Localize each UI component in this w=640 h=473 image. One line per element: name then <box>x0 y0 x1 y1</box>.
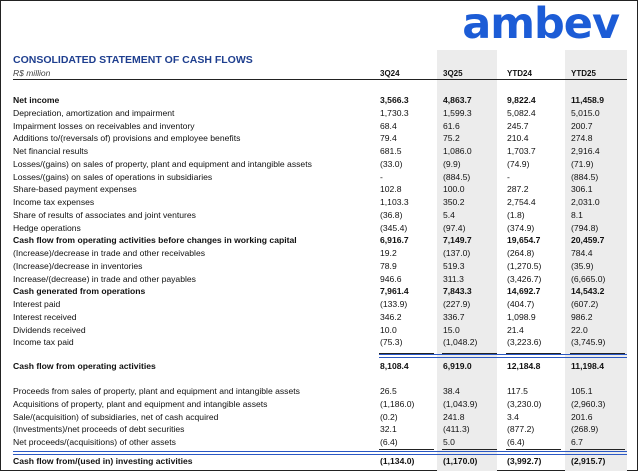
cell-value-ytd24: (404.7) <box>507 299 535 309</box>
table-row <box>13 196 627 209</box>
cell-value-ytd24: (1,270.5) <box>507 260 542 271</box>
cell-value-3q24: 1,103.3 <box>380 197 409 207</box>
row-label: Share-based payment expenses <box>13 184 137 195</box>
cell-value-3q24: (1,134.0) <box>380 455 415 466</box>
table-row <box>13 360 627 373</box>
cell-value-3q24: 19.2 <box>380 248 397 258</box>
cell-value-ytd24: 1,098.9 <box>507 311 536 322</box>
cell-value-3q24: (6.4) <box>380 437 398 447</box>
row-label: Acquisitions of property, plant and equipment and intangible assets <box>13 398 268 409</box>
cell-value-3q25: 241.8 <box>443 411 465 422</box>
cell-value-ytd25: (884.5) <box>571 171 599 182</box>
double-rule-operating <box>379 354 627 358</box>
cell-value-ytd24: (877.2) <box>507 424 535 435</box>
cell-value-3q24: - <box>380 171 383 182</box>
row-label: Proceeds from sales of property, plant and equipment and intangible assets <box>13 386 300 396</box>
cell-value-3q25: 15.0 <box>443 324 460 335</box>
cell-value-ytd25: 22.0 <box>571 324 588 335</box>
cell-value-3q25: 4,863.7 <box>443 95 472 105</box>
cell-value-ytd25: 200.7 <box>571 120 593 131</box>
cell-value-3q25: (1,048.2) <box>443 337 478 348</box>
cell-value-ytd25: 105.1 <box>571 386 593 396</box>
cell-value-3q24: (0.2) <box>380 411 398 422</box>
cell-value-3q24: 79.4 <box>380 133 397 144</box>
table-row <box>13 411 627 424</box>
cell-value-ytd25: (3,745.9) <box>571 337 606 348</box>
cell-value-ytd24: 210.4 <box>507 133 529 144</box>
table-row <box>13 247 627 260</box>
cell-value-3q25: (1,170.0) <box>443 455 478 466</box>
company-logo: ambev <box>462 0 619 49</box>
cell-value-ytd25: (35.9) <box>571 260 594 271</box>
cell-value-3q25: 311.3 <box>443 273 464 284</box>
row-label: Net income <box>13 95 60 105</box>
cell-value-ytd24: 2,754.4 <box>507 197 536 207</box>
table-row <box>13 132 627 145</box>
row-label: Losses/(gains) on sales of property, plant and equipment and intangible assets <box>13 158 312 169</box>
table-row <box>13 311 627 324</box>
cell-value-ytd24: 9,822.4 <box>507 95 536 105</box>
table-row <box>13 222 627 235</box>
cell-value-ytd25: (268.9) <box>571 424 599 435</box>
column-header-ytd24: YTD24 <box>507 69 532 78</box>
cell-value-3q24: 1,730.3 <box>380 107 409 118</box>
cell-value-ytd25: (794.8) <box>571 222 599 233</box>
cell-value-ytd24: 3.4 <box>507 411 519 422</box>
cell-value-3q24: 68.4 <box>380 120 397 131</box>
cell-value-ytd25: 2,031.0 <box>571 197 600 207</box>
cell-value-ytd24: 14,692.7 <box>507 286 541 297</box>
cell-value-3q25: (97.4) <box>443 222 466 233</box>
double-rule-investing <box>13 451 627 455</box>
cell-value-ytd25: 20,459.7 <box>571 235 605 246</box>
table-row <box>13 94 627 107</box>
table-row <box>13 285 627 298</box>
table-row <box>13 145 627 158</box>
cell-value-3q25: 1,086.0 <box>443 146 472 156</box>
column-header-3q24: 3Q24 <box>380 69 400 78</box>
cell-value-3q24: 3,566.3 <box>380 95 409 105</box>
cell-value-3q25: 519.3 <box>443 260 465 271</box>
row-label: (Increase)/decrease in inventories <box>13 260 143 271</box>
cell-value-3q25: 38.4 <box>443 386 460 396</box>
cell-value-3q24: 32.1 <box>380 424 397 435</box>
cell-value-3q24: (36.8) <box>380 209 403 220</box>
row-label: Cash flow from operating activities before changes in working capital <box>13 235 297 246</box>
cell-value-3q24: 346.2 <box>380 311 402 322</box>
cell-value-3q24: 10.0 <box>380 324 397 335</box>
row-label: Net proceeds/(acquisitions) of other assets <box>13 437 176 447</box>
cell-value-3q25: 336.7 <box>443 311 465 322</box>
cell-value-3q25: 100.0 <box>443 184 465 195</box>
table-row <box>13 234 627 247</box>
cell-value-3q24: (33.0) <box>380 158 403 169</box>
cell-value-ytd25: 11,458.9 <box>571 95 604 105</box>
table-row <box>13 398 627 411</box>
row-label: Interest paid <box>13 299 61 309</box>
column-header-3q25: 3Q25 <box>443 69 463 78</box>
cell-value-ytd25: 274.8 <box>571 133 593 144</box>
cell-value-3q25: 7,149.7 <box>443 235 472 246</box>
cell-value-ytd25: 5,015.0 <box>571 107 600 118</box>
table-row <box>13 183 627 196</box>
cell-value-ytd25: 201.6 <box>571 411 593 422</box>
cell-value-3q24: 681.5 <box>380 146 402 156</box>
table-row <box>13 158 627 171</box>
row-label: Increase/(decrease) in trade and other payables <box>13 273 196 284</box>
row-label: Impairment losses on receivables and inventory <box>13 120 195 131</box>
row-label: Additions to/(reversals of) provisions and employee benefits <box>13 133 241 144</box>
cell-value-ytd25: (6,665.0) <box>571 273 606 284</box>
row-label: (Increase)/decrease in trade and other receivables <box>13 248 206 258</box>
cell-value-ytd25: (71.9) <box>571 158 594 169</box>
row-label: Income tax paid <box>13 337 74 348</box>
underline-investing-ytd25 <box>570 449 625 450</box>
table-row <box>13 324 627 337</box>
table-row <box>13 107 627 120</box>
cell-value-ytd24: 287.2 <box>507 184 529 195</box>
cell-value-ytd24: (3,992.7) <box>507 455 542 466</box>
cell-value-ytd24: 12,184.8 <box>507 361 541 371</box>
cell-value-3q24: 946.6 <box>380 273 402 284</box>
table-row <box>13 120 627 133</box>
cell-value-3q24: 7,961.4 <box>380 286 409 297</box>
cell-value-ytd24: 19,654.7 <box>507 235 541 246</box>
cell-value-3q24: 6,916.7 <box>380 235 409 246</box>
cell-value-ytd24: (374.9) <box>507 222 535 233</box>
cell-value-ytd24: 5,082.4 <box>507 107 536 118</box>
cell-value-3q24: 26.5 <box>380 386 397 396</box>
cell-value-ytd25: 14,543.2 <box>571 286 605 297</box>
row-label: Interest received <box>13 311 77 322</box>
cell-value-3q25: 61.6 <box>443 120 460 131</box>
cell-value-3q25: 5.0 <box>443 437 455 447</box>
row-label: Hedge operations <box>13 222 81 233</box>
cell-value-3q24: (133.9) <box>380 299 408 309</box>
cell-value-ytd25: (2,960.3) <box>571 398 606 409</box>
table-row <box>13 273 627 286</box>
row-label: Depreciation, amortization and impairment <box>13 107 175 118</box>
underline-investing-3q25 <box>442 449 497 450</box>
cell-value-ytd24: 117.5 <box>507 386 528 396</box>
cell-value-3q24: 8,108.4 <box>380 361 409 371</box>
cell-value-ytd24: 1,703.7 <box>507 146 536 156</box>
table-row <box>13 436 627 449</box>
cell-value-3q25: 5.4 <box>443 209 455 220</box>
cell-value-3q25: 7,843.3 <box>443 286 472 297</box>
table-row <box>13 336 627 349</box>
row-label: Cash flow from operating activities <box>13 361 156 371</box>
cell-value-ytd25: 11,198.4 <box>571 361 604 371</box>
underline-investing-ytd24 <box>506 449 561 450</box>
cell-value-3q25: (9.9) <box>443 158 461 169</box>
cell-value-3q24: 78.9 <box>380 260 397 271</box>
header-rule <box>13 79 627 80</box>
cell-value-ytd25: 2,916.4 <box>571 146 600 156</box>
cell-value-3q25: 1,599.3 <box>443 107 472 118</box>
cell-value-3q25: 6,919.0 <box>443 361 472 371</box>
cell-value-ytd24: - <box>507 171 510 182</box>
cell-value-3q24: (75.3) <box>380 337 403 348</box>
table-row <box>13 260 627 273</box>
row-label: Cash flow from/(used in) investing activities <box>13 455 193 466</box>
cell-value-3q25: 350.2 <box>443 197 465 207</box>
cell-value-ytd25: 6.7 <box>571 437 583 447</box>
cell-value-ytd24: (264.8) <box>507 248 535 258</box>
cell-value-ytd24: (3,426.7) <box>507 273 542 284</box>
row-label: Losses/(gains) on sales of operations in subsidiaries <box>13 171 213 182</box>
cell-value-ytd25: (607.2) <box>571 299 599 309</box>
row-label: Share of results of associates and joint ventures <box>13 209 196 220</box>
table-row <box>13 455 627 468</box>
underline-investing-3q24 <box>379 449 434 450</box>
cell-value-3q25: (1,043.9) <box>443 398 478 409</box>
cell-value-ytd24: 21.4 <box>507 324 524 335</box>
table-row <box>13 171 627 184</box>
cell-value-ytd24: (1.8) <box>507 209 525 220</box>
cell-value-3q25: (227.9) <box>443 299 471 309</box>
table-row <box>13 209 627 222</box>
cell-value-ytd24: (3,223.6) <box>507 337 542 348</box>
table-row <box>13 298 627 311</box>
cell-value-ytd24: (3,230.0) <box>507 398 542 409</box>
cell-value-ytd24: (6.4) <box>507 437 525 447</box>
cell-value-3q25: (137.0) <box>443 248 471 258</box>
cell-value-ytd25: 306.1 <box>571 184 593 195</box>
cell-value-3q25: (884.5) <box>443 171 471 182</box>
table-row <box>13 385 627 398</box>
cell-value-ytd24: (74.9) <box>507 158 530 169</box>
cell-value-ytd25: 986.2 <box>571 311 593 322</box>
statement-title: CONSOLIDATED STATEMENT OF CASH FLOWS <box>13 54 253 66</box>
row-label: Income tax expenses <box>13 197 95 207</box>
cell-value-3q25: 75.2 <box>443 133 460 144</box>
row-label: Cash generated from operations <box>13 286 146 297</box>
row-label: Dividends received <box>13 324 86 335</box>
row-label: Net financial results <box>13 146 88 156</box>
row-label: Sale/(acquisition) of subsidiaries, net of cash acquired <box>13 411 219 422</box>
cell-value-3q24: (1,186.0) <box>380 398 415 409</box>
cell-value-ytd24: 245.7 <box>507 120 529 131</box>
currency-unit: R$ million <box>13 68 51 78</box>
cell-value-ytd25: 784.4 <box>571 248 593 258</box>
cell-value-ytd25: 8.1 <box>571 209 583 220</box>
row-label: (Investments)/net proceeds of debt securities <box>13 424 185 435</box>
cell-value-3q25: (411.3) <box>443 424 470 435</box>
cell-value-3q24: (345.4) <box>380 222 408 233</box>
column-header-ytd25: YTD25 <box>571 69 596 78</box>
table-row <box>13 423 627 436</box>
cell-value-ytd25: (2,915.7) <box>571 455 606 466</box>
cell-value-3q24: 102.8 <box>380 184 402 195</box>
